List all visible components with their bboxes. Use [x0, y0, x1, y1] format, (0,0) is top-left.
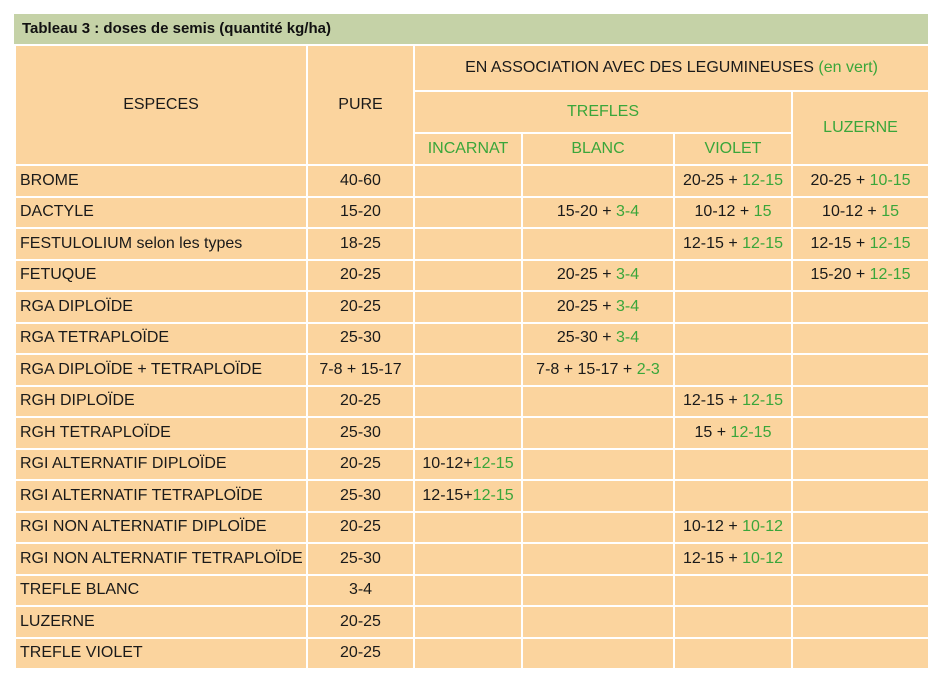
table-row [15, 228, 929, 260]
cell-incarnat [414, 323, 522, 355]
dose-grass: 15-20 + [810, 266, 870, 284]
cell-pure: 20-25 [307, 606, 414, 638]
cell-blanc [522, 575, 674, 607]
cell-violet [674, 291, 792, 323]
table-row [15, 260, 929, 292]
cell-violet [674, 165, 792, 197]
dose-legume: 12-15 [742, 392, 784, 410]
cell-especes: RGI ALTERNATIF TETRAPLOÏDE [15, 480, 307, 512]
dose-legume: 12-15 [869, 234, 911, 252]
cell-luzerne [792, 291, 929, 323]
dose-grass: 12-15 + [682, 549, 743, 567]
cell-violet [674, 480, 792, 512]
dose-grass: 10-12 + [694, 203, 754, 221]
cell-incarnat [414, 606, 522, 638]
dose-legume: 12-15 [742, 234, 784, 252]
cell-incarnat [414, 512, 522, 544]
cell-luzerne [792, 165, 929, 197]
dose-legume: 10-12 [742, 518, 784, 536]
cell-luzerne [792, 260, 929, 292]
dose-grass: 20-25 + [556, 297, 617, 315]
cell-especes: RGI NON ALTERNATIF TETRAPLOÏDE [15, 543, 307, 575]
cell-incarnat [414, 386, 522, 418]
cell-violet [674, 354, 792, 386]
table-row [15, 165, 929, 197]
cell-incarnat [414, 417, 522, 449]
cell-pure: 20-25 [307, 449, 414, 481]
table-title: Tableau 3 : doses de semis (quantité kg/ha) [14, 14, 928, 44]
cell-blanc [522, 480, 674, 512]
seeding-doses-table-figure [14, 14, 928, 670]
cell-luzerne [792, 512, 929, 544]
dose-grass: 12-15 + [810, 234, 870, 252]
cell-incarnat [414, 480, 522, 512]
dose-grass: 25-30 + [556, 329, 617, 347]
cell-especes: BROME [15, 165, 307, 197]
table-row [15, 480, 929, 512]
header-violet: VIOLET [674, 133, 792, 165]
cell-blanc [522, 165, 674, 197]
dose-legume: 3-4 [616, 266, 640, 284]
cell-pure: 7-8 + 15-17 [307, 354, 414, 386]
cell-blanc [522, 291, 674, 323]
dose-legume: 12-15 [730, 423, 772, 441]
header-incarnat: INCARNAT [414, 133, 522, 165]
table-row [15, 291, 929, 323]
cell-violet [674, 260, 792, 292]
cell-incarnat [414, 354, 522, 386]
dose-legume: 12-15 [472, 455, 514, 473]
cell-incarnat [414, 638, 522, 670]
header-trefles: TREFLES [414, 91, 792, 133]
dose-legume: 12-15 [742, 171, 784, 189]
cell-blanc [522, 386, 674, 418]
dose-legume: 10-15 [869, 171, 911, 189]
cell-blanc [522, 197, 674, 229]
cell-luzerne [792, 575, 929, 607]
cell-violet [674, 228, 792, 260]
cell-incarnat [414, 228, 522, 260]
table-row [15, 354, 929, 386]
cell-especes: RGA TETRAPLOÏDE [15, 323, 307, 355]
cell-especes: DACTYLE [15, 197, 307, 229]
dose-grass: 10-12 + [822, 203, 882, 221]
header-especes: ESPECES [15, 45, 307, 165]
table-row [15, 323, 929, 355]
cell-blanc [522, 260, 674, 292]
cell-especes: RGH DIPLOÏDE [15, 386, 307, 418]
cell-violet [674, 512, 792, 544]
dose-legume: 3-4 [616, 203, 640, 221]
cell-luzerne [792, 638, 929, 670]
table-row [15, 417, 929, 449]
cell-violet [674, 575, 792, 607]
cell-especes: RGI NON ALTERNATIF DIPLOÏDE [15, 512, 307, 544]
cell-pure: 25-30 [307, 480, 414, 512]
dose-legume: 3-4 [616, 329, 640, 347]
cell-pure: 15-20 [307, 197, 414, 229]
cell-luzerne [792, 354, 929, 386]
table-row [15, 449, 929, 481]
cell-violet [674, 197, 792, 229]
dose-legume: 12-15 [869, 266, 911, 284]
table-row [15, 638, 929, 670]
cell-luzerne [792, 323, 929, 355]
dose-grass: 15 + [694, 423, 731, 441]
header-association-label: EN ASSOCIATION AVEC DES LEGUMINEUSES [465, 59, 814, 76]
cell-incarnat [414, 291, 522, 323]
table-row [15, 197, 929, 229]
cell-violet [674, 606, 792, 638]
cell-pure: 20-25 [307, 386, 414, 418]
header-association [414, 45, 929, 91]
table-row [15, 606, 929, 638]
cell-blanc [522, 228, 674, 260]
cell-pure: 20-25 [307, 291, 414, 323]
cell-pure: 25-30 [307, 417, 414, 449]
cell-incarnat [414, 260, 522, 292]
cell-blanc [522, 323, 674, 355]
cell-pure: 40-60 [307, 165, 414, 197]
cell-blanc [522, 606, 674, 638]
cell-blanc [522, 512, 674, 544]
cell-incarnat [414, 543, 522, 575]
cell-violet [674, 323, 792, 355]
cell-blanc [522, 449, 674, 481]
cell-luzerne [792, 228, 929, 260]
cell-pure: 25-30 [307, 323, 414, 355]
cell-luzerne [792, 543, 929, 575]
cell-pure: 20-25 [307, 512, 414, 544]
dose-grass: 12-15 + [682, 392, 743, 410]
cell-especes: RGI ALTERNATIF DIPLOÏDE [15, 449, 307, 481]
dose-grass: 20-25 + [556, 266, 617, 284]
cell-luzerne [792, 606, 929, 638]
cell-especes: RGA DIPLOÏDE + TETRAPLOÏDE [15, 354, 307, 386]
header-pure: PURE [307, 45, 414, 165]
cell-especes: TREFLE VIOLET [15, 638, 307, 670]
table-row [15, 543, 929, 575]
cell-blanc [522, 638, 674, 670]
dose-legume: 12-15 [472, 486, 514, 504]
dose-legume: 15 [881, 203, 899, 221]
cell-violet [674, 386, 792, 418]
dose-grass: 20-25 + [810, 171, 870, 189]
cell-luzerne [792, 417, 929, 449]
dose-grass: 12-15 + [682, 234, 743, 252]
dose-legume: 2-3 [636, 360, 660, 378]
cell-luzerne [792, 449, 929, 481]
cell-blanc [522, 354, 674, 386]
cell-incarnat [414, 197, 522, 229]
cell-especes: FETUQUE [15, 260, 307, 292]
cell-especes: LUZERNE [15, 606, 307, 638]
cell-incarnat [414, 449, 522, 481]
cell-pure: 20-25 [307, 638, 414, 670]
dose-legume: 15 [753, 203, 772, 221]
dose-grass: 12-15+ [422, 486, 473, 504]
cell-violet [674, 449, 792, 481]
cell-especes: RGH TETRAPLOÏDE [15, 417, 307, 449]
header-blanc: BLANC [522, 133, 674, 165]
cell-violet [674, 638, 792, 670]
dose-grass: 20-25 + [682, 171, 743, 189]
dose-legume: 10-12 [742, 549, 784, 567]
cell-blanc [522, 543, 674, 575]
cell-luzerne [792, 480, 929, 512]
header-luzerne: LUZERNE [792, 91, 929, 165]
dose-grass: 10-12+ [422, 455, 473, 473]
cell-pure: 3-4 [307, 575, 414, 607]
cell-violet [674, 417, 792, 449]
cell-pure: 20-25 [307, 260, 414, 292]
cell-especes: FESTULOLIUM selon les types [15, 228, 307, 260]
seeding-doses-table [14, 44, 930, 670]
table-row [15, 512, 929, 544]
cell-especes: RGA DIPLOÏDE [15, 291, 307, 323]
cell-especes: TREFLE BLANC [15, 575, 307, 607]
cell-violet [674, 543, 792, 575]
table-row [15, 386, 929, 418]
cell-incarnat [414, 165, 522, 197]
cell-luzerne [792, 197, 929, 229]
header-association-note: (en vert) [818, 59, 878, 76]
dose-grass: 7-8 + 15-17 + [536, 360, 637, 378]
dose-grass: 15-20 + [556, 203, 617, 221]
cell-luzerne [792, 386, 929, 418]
cell-pure: 25-30 [307, 543, 414, 575]
cell-incarnat [414, 575, 522, 607]
cell-pure: 18-25 [307, 228, 414, 260]
cell-blanc [522, 417, 674, 449]
dose-legume: 3-4 [616, 297, 640, 315]
table-row [15, 575, 929, 607]
dose-grass: 10-12 + [682, 518, 743, 536]
